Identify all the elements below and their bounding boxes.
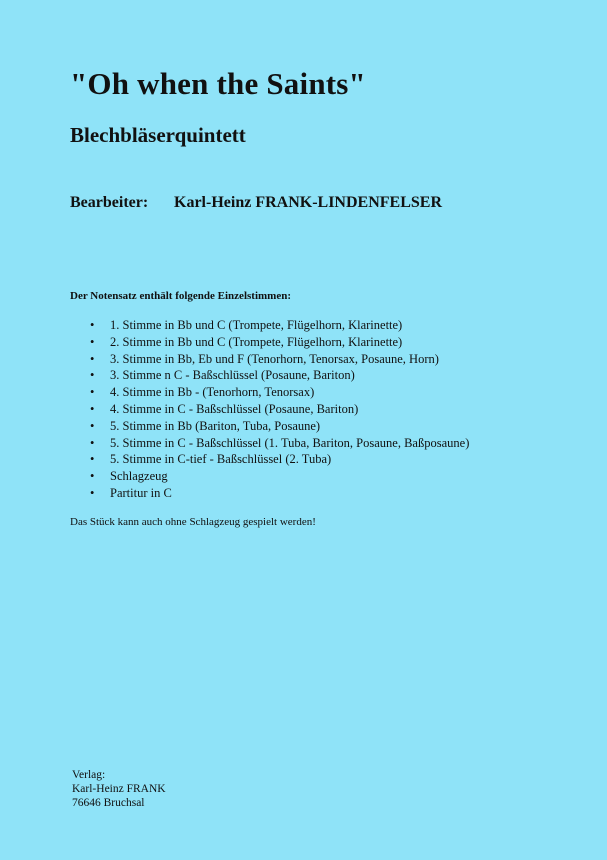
part-label: 3. Stimme in Bb, Eb und F (Tenorhorn, Tenorsax, Posaune, Horn) — [110, 351, 439, 366]
part-label: 2. Stimme in Bb und C (Trompete, Flügelhorn, Klarinette) — [110, 334, 403, 349]
document-subtitle: Blechbläserquintett — [70, 123, 246, 147]
part-label: 5. Stimme in C-tief - Baßschlüssel (2. Tuba) — [110, 452, 332, 467]
parts-intro: Der Notensatz enthält folgende Einzelstimmen: — [70, 290, 291, 302]
list-item — [90, 451, 469, 468]
part-label: 4. Stimme in Bb - (Tenorhorn, Tenorsax) — [110, 385, 315, 400]
document-title: "Oh when the Saints" — [70, 66, 366, 101]
bullet-icon: • — [90, 334, 95, 349]
bullet-icon: • — [90, 452, 95, 467]
part-label: 5. Stimme in Bb (Bariton, Tuba, Posaune) — [110, 418, 321, 433]
bullet-icon: • — [90, 368, 95, 383]
part-label: 1. Stimme in Bb und C (Trompete, Flügelhorn, Klarinette) — [110, 318, 403, 332]
publisher-city: 76646 Bruchsal — [72, 797, 145, 809]
part-label: 3. Stimme n C - Baßschlüssel (Posaune, Bariton) — [110, 368, 355, 383]
list-item — [90, 334, 469, 351]
bullet-icon: • — [90, 418, 95, 433]
bullet-icon: • — [90, 401, 95, 416]
part-label: Schlagzeug — [110, 469, 168, 484]
arranger-label: Bearbeiter: — [70, 194, 149, 211]
list-item — [90, 401, 469, 418]
part-label: Partitur in C — [110, 485, 172, 500]
publisher-name: Karl-Heinz FRANK — [72, 783, 166, 795]
part-label: 5. Stimme in C - Baßschlüssel (1. Tuba, Bariton, Posaune, Baßposaune) — [110, 435, 470, 450]
part-label: 4. Stimme in C - Baßschlüssel (Posaune, Bariton) — [110, 401, 359, 416]
parts-list — [90, 317, 469, 502]
list-item — [90, 468, 469, 485]
publisher-label: Verlag: — [72, 769, 106, 781]
publisher-block — [72, 768, 166, 810]
list-item — [90, 418, 469, 435]
arranger-line — [70, 194, 442, 212]
bullet-icon: • — [90, 435, 95, 450]
bullet-icon: • — [90, 318, 95, 332]
list-item — [90, 435, 469, 452]
bullet-icon: • — [90, 485, 95, 500]
list-item — [90, 485, 469, 502]
list-item — [90, 384, 469, 401]
list-item — [90, 367, 469, 384]
percussion-note: Das Stück kann auch ohne Schlagzeug gespielt werden! — [70, 516, 316, 528]
bullet-icon: • — [90, 351, 95, 366]
bullet-icon: • — [90, 385, 95, 400]
bullet-icon: • — [90, 469, 95, 484]
list-item — [90, 351, 469, 368]
arranger-name: Karl-Heinz FRANK-LINDENFELSER — [174, 194, 442, 211]
list-item — [90, 317, 469, 334]
